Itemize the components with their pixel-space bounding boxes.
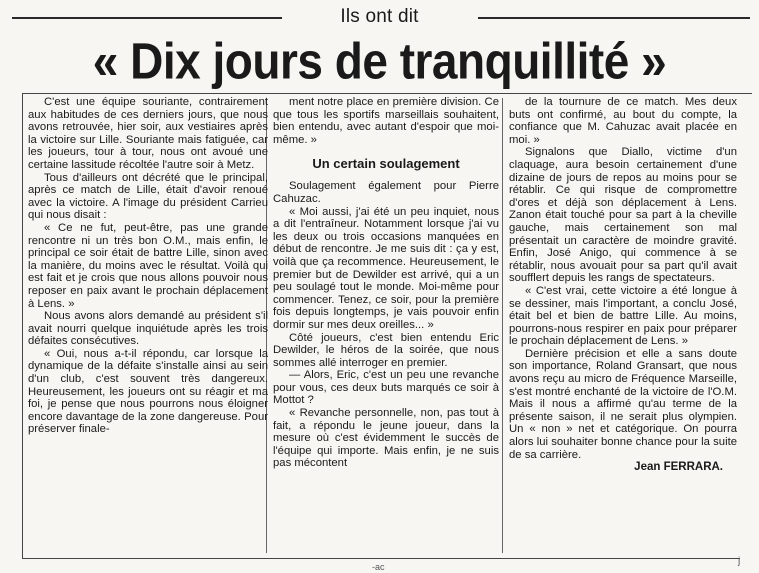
- article-column-1: [28, 96, 268, 556]
- frame-top-rule: [22, 93, 752, 94]
- corner-mark: j: [738, 556, 741, 567]
- subheading: Un certain soulagement: [312, 156, 460, 172]
- paragraph: « C'est vrai, cette victoire a été longue à se dessiner, mais l'important, a conclu José, était bel et bien de battre Lille. Au moins, pourrons-nous respirer en paix pour préparer le prochain déplacement de Lens. »: [509, 284, 737, 348]
- column-divider-2: [502, 98, 503, 553]
- paragraph: de la tournure de ce match. Mes deux buts ont confirmé, au bout du compte, la confiance que M. Cahuzac avait placée en moi. »: [509, 96, 737, 146]
- paragraph: Nous avons alors demandé au président s'il avait nourri quelque inquiétude après les trois défaites consécutives.: [28, 310, 268, 348]
- paragraph: ment notre place en première division. Ce que tous les sportifs marseillais souhaitent, bien entendu, avec autant d'espoir que moi-même. »: [273, 96, 499, 146]
- paragraph: « Revanche personnelle, non, pas tout à fait, a répondu le jeune joueur, dans la mesure où c'est évidemment le succès de l'équipe qui importe. Mais enfin, je ne suis pas mécontent: [273, 407, 499, 470]
- headline: « Dix jours de tranquillité »: [92, 32, 667, 90]
- paragraph: — Alors, Eric, c'est un peu une revanche pour vous, ces deux buts marqués ce soir à Mottot ?: [273, 369, 499, 407]
- paragraph: Dernière précision et elle a sans doute son importance, Roland Gransart, que nous avons reçu au micro de Fréquence Marseille, s'est montré enchanté de la victoire de l'O.M. Mais il nous a affirmé qu'au terme de la présente saison, il ne serait plus olympien. Un « non » net et catégorique. On pourra alors lui souhaiter bonne chance pour la suite de sa carrière.: [509, 347, 737, 461]
- article-column-2: [273, 96, 499, 556]
- paragraph: « Oui, nous a-t-il répondu, car lorsque la dynamique de la défaite s'installe ainsi au sein d'un club, c'est souvent très dangereux. Heureusement, les joueurs ont su réagir et ma foi, je pense que nous pourrons nous éloigner encore davantage de la zone dangereuse. Pour préserver finale-: [28, 347, 268, 436]
- kicker-text: Ils ont dit: [340, 6, 419, 27]
- kicker: [0, 6, 759, 28]
- kicker-rule-left: [12, 17, 282, 19]
- frame-bottom-rule: [22, 558, 740, 559]
- byline: Jean FERRARA.: [634, 461, 723, 474]
- page-footer-mark: -ac: [372, 562, 385, 572]
- paragraph: C'est une équipe souriante, contrairement aux habitudes de ces derniers jours, que nous avons retrouvée, hier soir, aux vestiaires après la victoire sur Lille. Souriante mais fatiguée, car les joueurs, tour à tour, nous ont avoué une certaine lassitude récoltée l'autre soir à Metz.: [28, 96, 268, 171]
- paragraph: Tous d'ailleurs ont décrété que le principal, après ce match de Lille, était d'avoir renoué avec la victoire. A l'image du président Carrieu qui nous disait :: [28, 171, 268, 222]
- article-column-3: [509, 96, 737, 556]
- paragraph: Signalons que Diallo, victime d'un claquage, aura besoin certainement d'une dizaine de jours de repos au moins pour se rétablir. Ce qui risque de compromettre d'ores et déjà son déplacement à Lens. Zanon était touché pour sa part à la cheville gauche, mais certainement son mal présentait un caractère de moindre gravité. Enfin, José Anigo, qui commence à se rétablir, nous avouait pour sa part qu'il avait soufflert depuis les rangs de spectateurs.: [509, 146, 737, 285]
- paragraph: « Ce ne fut, peut-être, pas une grande rencontre ni un très bon O.M., mais enfin, le principal ce soir était de battre Lille, sinon avec la manière, du moins avec le résultat. Voilà qui est fait et je crois que nous allons pouvoir nous reposer en paix avant le prochain déplacement à Lens. »: [28, 221, 268, 310]
- kicker-rule-right: [478, 17, 750, 19]
- paragraph: « Moi aussi, j'ai été un peu inquiet, nous a dit l'entraîneur. Notamment lorsque j'ai vu les deux ou trois occasions manquées en début de rencontre. Je me suis dit : ça y est, voilà que ça recommence. Heureusement, le premier but de Dewilder est arrivé, qui a un peu soulagé tout le monde. Moi-même pour commencer. Tenez, ce soir, pour la première fois depuis longtemps, je vais pouvoir enfin dormir sur mes deux oreilles... »: [273, 205, 499, 331]
- paragraph: Soulagement également pour Pierre Cahuzac.: [273, 180, 499, 205]
- paragraph: Côté joueurs, c'est bien entendu Eric Dewilder, le héros de la soirée, que nous sommes allé interroger en premier.: [273, 331, 499, 369]
- frame-left-rule: [22, 93, 23, 558]
